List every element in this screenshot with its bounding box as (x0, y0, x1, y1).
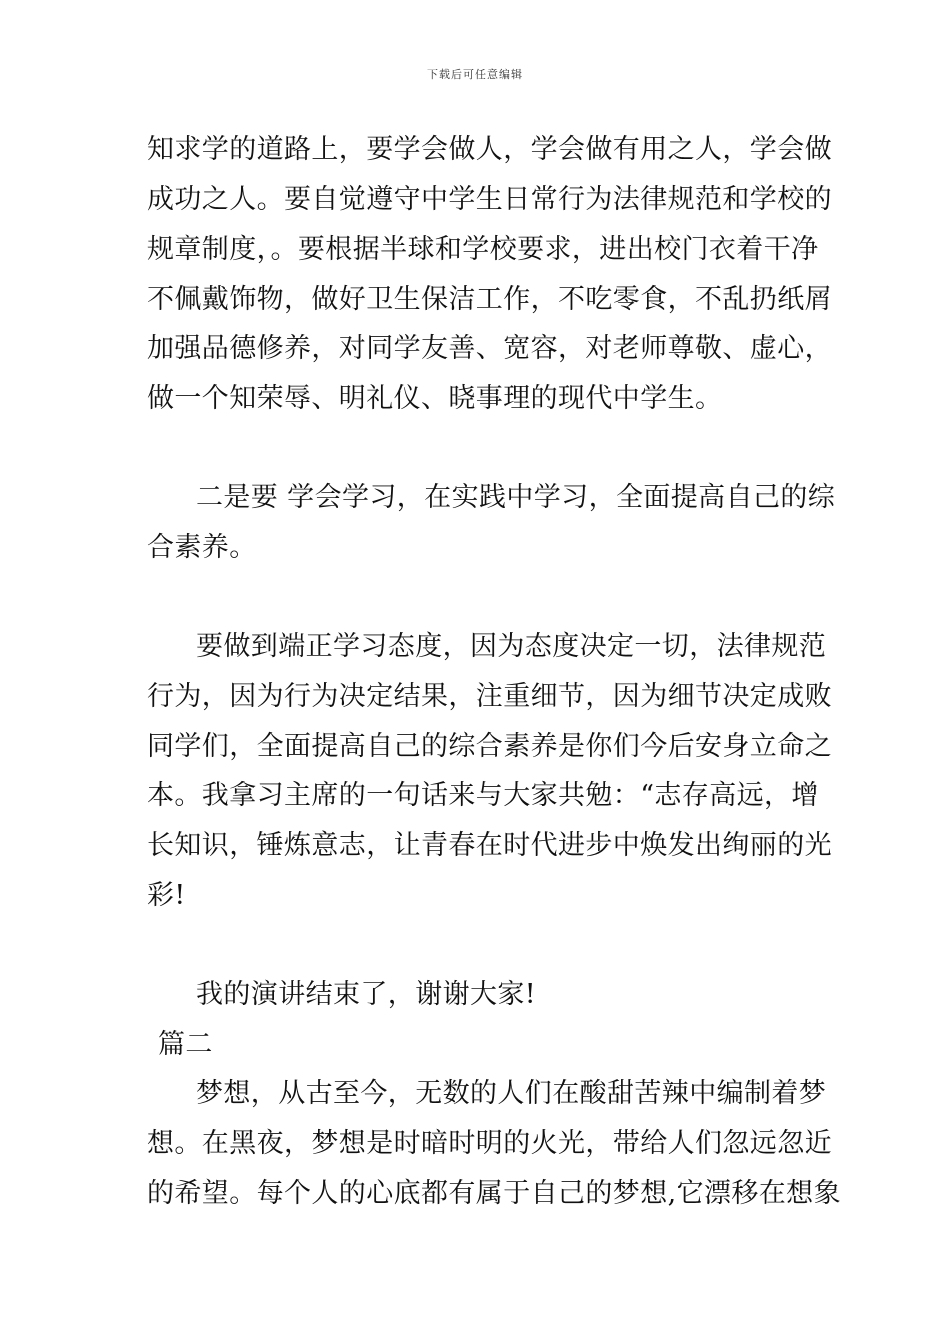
page-header-note: 下载后可任意编辑 (427, 68, 523, 81)
paragraph-3-line-4: 本。我拿习主席的一句话来与大家共勉：“志存高远，增 (147, 780, 819, 811)
paragraph-3-line-5: 长知识，锤炼意志，让青春在时代进步中焕发出绚丽的光 (147, 830, 832, 861)
paragraph-5-line-1: 梦想，从古至今，无数的人们在酸甜苦辣中编制着梦 (196, 1078, 827, 1109)
paragraph-3-line-6: 彩! (147, 880, 186, 911)
paragraph-1-line-4: 不佩戴饰物，做好卫生保洁工作，不吃零食，不乱扔纸屑 (147, 284, 832, 315)
paragraph-1-line-2: 成功之人。要自觉遵守中学生日常行为法律规范和学校的 (147, 184, 832, 215)
paragraph-1-line-1: 知求学的道路上，要学会做人，学会做有用之人，学会做 (147, 134, 832, 165)
paragraph-5-line-3: 的希望。每个人的心底都有属于自己的梦想,它漂移在想象 (147, 1178, 841, 1209)
paragraph-1-line-5: 加强品德修养，对同学友善、宽容，对老师尊敬、虚心， (147, 333, 832, 364)
paragraph-2-line-2: 合素养。 (147, 532, 257, 563)
section-title: 篇二 (158, 1029, 213, 1060)
paragraph-3-line-3: 同学们，全面提高自己的综合素养是你们今后安身立命之 (147, 731, 832, 762)
paragraph-3-line-2: 行为，因为行为决定结果，注重细节，因为细节决定成败 (147, 681, 832, 712)
paragraph-5-line-2: 想。在黑夜，梦想是时暗时明的火光，带给人们忽远忽近 (147, 1128, 832, 1159)
paragraph-1-line-3: 规章制度，。要根据半球和学校要求，进出校门衣着干净 (147, 234, 819, 265)
paragraph-3-line-1: 要做到端正学习态度，因为态度决定一切，法律规范 (196, 631, 827, 662)
paragraph-2-line-1: 二是要 学会学习，在实践中学习，全面提高自己的综 (196, 482, 836, 513)
paragraph-4-line-1: 我的演讲结束了，谢谢大家! (196, 979, 537, 1010)
paragraph-1-line-6: 做一个知荣辱、明礼仪、晓事理的现代中学生。 (147, 383, 723, 414)
